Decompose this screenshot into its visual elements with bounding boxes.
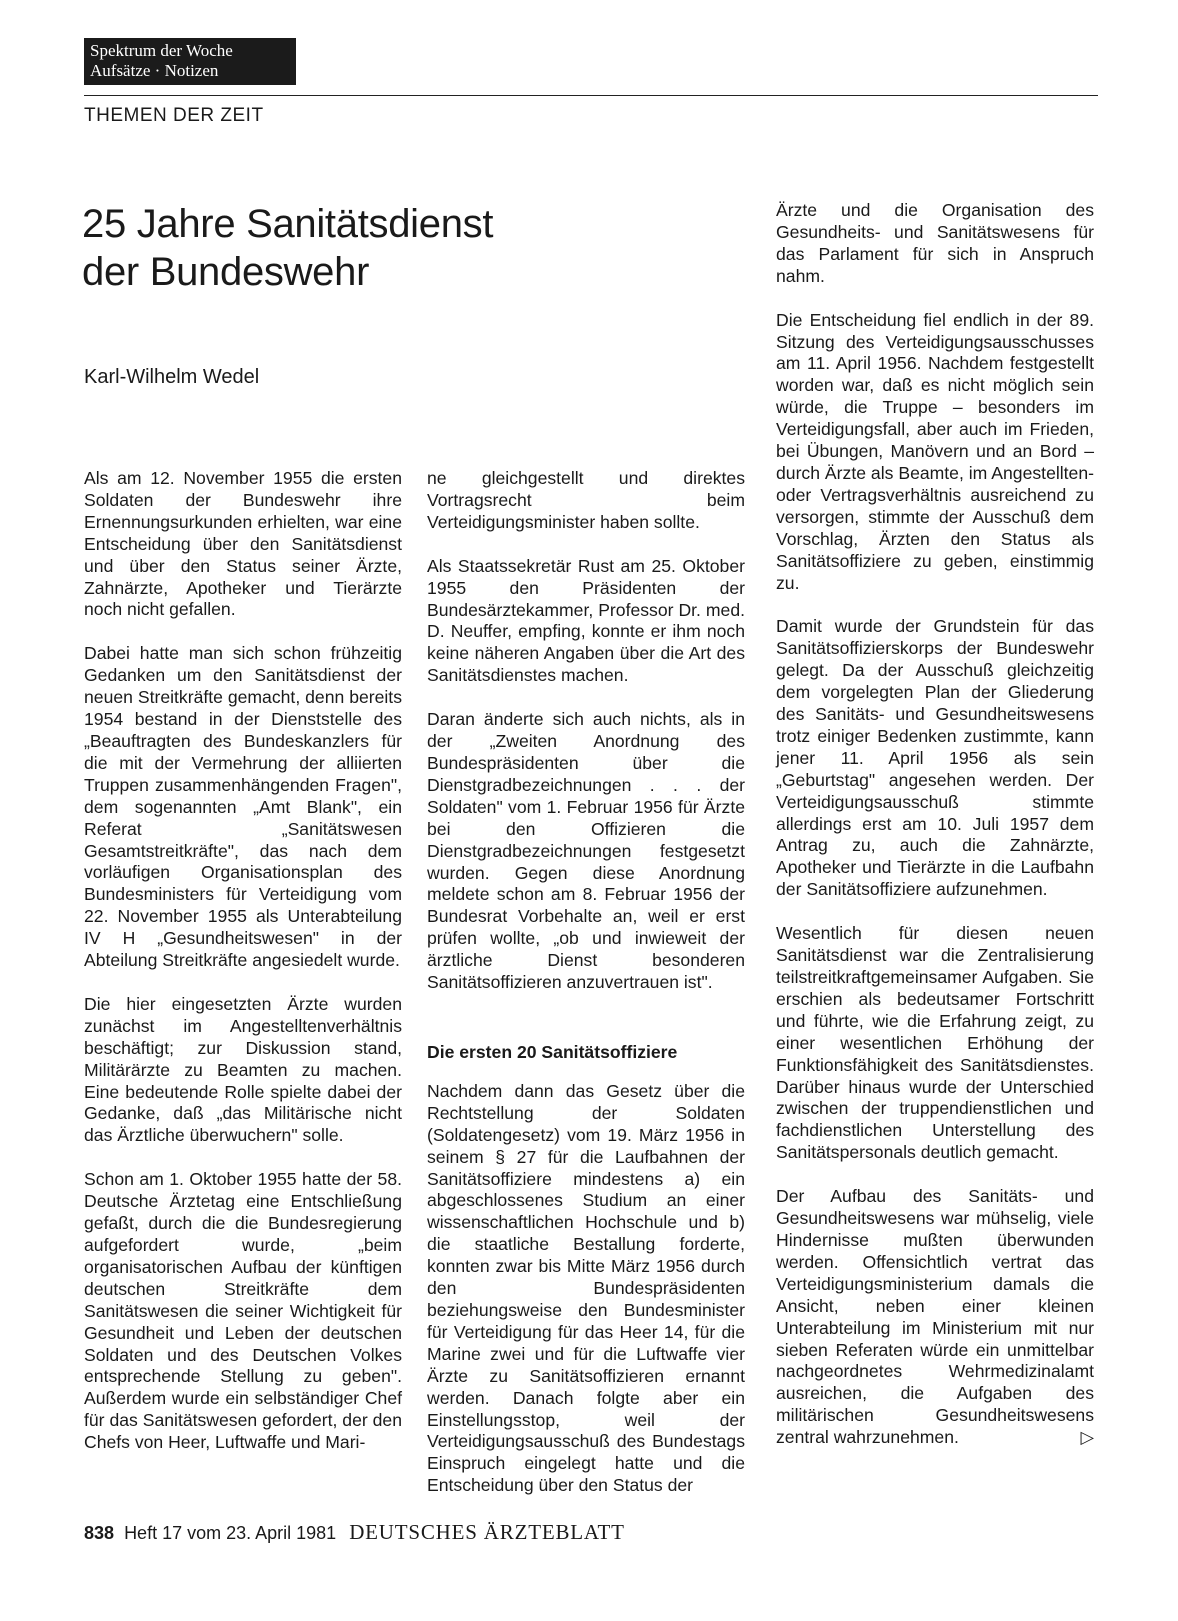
- section-badge: [84, 38, 296, 85]
- column-1: [84, 468, 402, 1476]
- paragraph-last: [776, 1186, 1094, 1449]
- author-name: Karl-Wilhelm Wedel: [84, 366, 260, 388]
- paragraph: Als Staatssekretär Rust am 25. Oktober 1955 den Präsidenten der Bundesärztekammer, Professor Dr. med. D. Neuffer, empfing, konnte er ihm noch keine näheren Angaben über die Art des Sanitätsdienstes machen.: [427, 555, 745, 686]
- paragraph: Ärzte und die Organisation des Gesundheits- und Sanitätswesens für das Parlament für sich in Anspruch nahm.: [776, 200, 1094, 286]
- paragraph: Nachdem dann das Gesetz über die Rechtstellung der Soldaten (Soldatengesetz) vom 19. März 1956 in seinem § 27 für die Laufbahnen der Sanitätsoffiziere mindestens a) ein abgeschlossenes Studium an einer wissenschaftlichen Hochschule und b) die staatliche Bestallung forderte, konnten zwar bis Mitte März 1956 durch den Bundespräsidenten beziehungsweise den Bundesminister für Verteidigung für das Heer 14, für die Marine zwei und für die Luftwaffe vier Ärzte zu Sanitätsoffizieren ernannt werden. Danach folgte aber ein Einstellungsstop, weil der Verteidigungsausschuß des Bundestags Einspruch eingelegt hatte und die Entscheidung über den Status der: [427, 1080, 745, 1496]
- header-rule: [84, 95, 1098, 96]
- badge-line-1: Spektrum der Woche: [90, 41, 233, 60]
- paragraph: Damit wurde der Grundstein für das Sanitätsoffizierskorps der Bundeswehr gelegt. Da der Ausschuß gleichzeitig dem vorgelegten Plan der Gliederung des Sanitäts- und Gesundheitswesens trotz einiger Bedenken zustimmte, kann jener 11. April 1956 als sein „Geburtstag" angesehen werden. Der Verteidigungsausschuß stimmte allerdings erst am 10. Juli 1957 dem Antrag zu, auch die Zahnärzte, Apotheker und Tierärzte in die Laufbahn der Sanitätsoffiziere aufzunehmen.: [776, 616, 1094, 900]
- paragraph: Schon am 1. Oktober 1955 hatte der 58. Deutsche Ärztetag eine Entschließung gefaßt, durch die die Bundesregierung aufgefordert wurde, „beim organisatorischen Aufbau der künftigen deutschen Streitkräfte dem Sanitätswesen die seiner Wichtigkeit für Gesundheit und Leben der deutschen Soldaten und des Deutschen Volkes entsprechende Stellung zu geben". Außerdem wurde ein selbständiger Chef für das Sanitätswesen gefordert, der den Chefs von Heer, Luftwaffe und Mari-: [84, 1169, 402, 1453]
- issue-info: Heft 17 vom 23. April 1981: [124, 1523, 337, 1543]
- journal-name: DEUTSCHES ÄRZTEBLATT: [349, 1520, 625, 1544]
- column-3: [776, 200, 1094, 1471]
- column-2: [427, 468, 745, 1519]
- page-number: 838: [84, 1523, 115, 1543]
- paragraph: Die hier eingesetzten Ärzte wurden zunächst im Angestelltenverhältnis beschäftigt; zur Diskussion stand, Militärärzte zu Beamten zu machen. Eine bedeutende Rolle spielte dabei der Gedanke, daß „das Militärische nicht das Ärztliche überwuchern" solle.: [84, 993, 402, 1146]
- paragraph: Wesentlich für diesen neuen Sanitätsdienst war die Zentralisierung teilstreitkraftgemeinsamer Aufgaben. Sie erschien als bedeutsamer Fortschritt und führte, wie die Erfahrung zeigt, zu einer wesentlichen Erhöhung der Funktionsfähigkeit des Sanitätsdienstes. Darüber hinaus wurde der Unterschied zwischen der truppendienstlichen und fachdienstlichen Unterstellung des Sanitätspersonals deutlich gemacht.: [776, 923, 1094, 1163]
- article-title: [82, 200, 702, 296]
- paragraph-text: Der Aufbau des Sanitäts- und Gesundheitswesens war mühselig, viele Hindernisse mußten überwunden werden. Offensichtlich vertrat das Verteidigungsministerium damals die Ansicht, neben einer kleinen Unterabteilung im Ministerium mit nur sieben Referaten würde ein unmittelbar nachgeordnetes Wehrmedizinalamt ausreichen, die Aufgaben des militärischen Gesundheitswesens zentral wahrzunehmen.: [776, 1186, 1094, 1448]
- paragraph: Als am 12. November 1955 die ersten Soldaten der Bundeswehr ihre Ernennungsurkunden erhielten, war eine Entscheidung über den Sanitätsdienst und über den Status seiner Ärzte, Zahnärzte, Apotheker und Tierärzte noch nicht gefallen.: [84, 468, 402, 620]
- badge-line-2: Aufsätze · Notizen: [90, 61, 219, 80]
- section-label: THEMEN DER ZEIT: [84, 105, 264, 126]
- continue-arrow-icon: ▷: [1080, 1427, 1094, 1448]
- paragraph: Dabei hatte man sich schon frühzeitig Gedanken um den Sanitätsdienst der neuen Streitkräfte gemacht, denn bereits 1954 bestand in der Dienststelle des „Beauftragten des Bundeskanzlers für die mit der Vermehrung der alliierten Truppen zusammenhängenden Fragen", dem sogenannten „Amt Blank", ein Referat „Sanitätswesen Gesamtstreitkräfte", das nach dem vorläufigen Organisationsplan des Bundesministers für Verteidigung vom 22. November 1955 als Unterabteilung IV H „Gesundheitswesen" in der Abteilung Streitkräfte angesiedelt wurde.: [84, 643, 402, 971]
- title-line-1: 25 Jahre Sanitätsdienst: [82, 202, 494, 246]
- paragraph: Daran änderte sich auch nichts, als in der „Zweiten Anordnung des Bundespräsidenten über die Dienstgradbezeichnungen . . . der Soldaten" vom 1. Februar 1956 für Ärzte bei den Offizieren die Dienstgradbezeichnungen festgesetzt wurden. Gegen diese Anordnung meldete schon am 8. Februar 1956 der Bundesrat Vorbehalte an, weil er erst prüfen wollte, „ob und inwieweit der ärztliche Dienst besonderen Sanitätsoffizieren anzuvertrauen ist".: [427, 709, 745, 993]
- page-footer: [84, 1520, 984, 1545]
- subheading: Die ersten 20 Sanitätsoffiziere: [427, 1041, 678, 1062]
- title-line-2: der Bundeswehr: [82, 250, 370, 294]
- paragraph: Die Entscheidung fiel endlich in der 89. Sitzung des Verteidigungsausschusses am 11. April 1956. Nachdem festgestellt worden war, daß es nicht möglich sein würde, die Truppe – besonders im Verteidigungsfall, aber auch im Frieden, bei Übungen, Manövern und an Bord – durch Ärzte als Beamte, im Angestellten- oder Vertragsverhältnis ausreichend zu versorgen, stimmte der Ausschuß dem Vorschlag, Ärzten den Status als Sanitätsoffiziere zu geben, einstimmig zu.: [776, 309, 1094, 593]
- paragraph: ne gleichgestellt und direktes Vortragsrecht beim Verteidigungsminister haben sollte.: [427, 468, 745, 532]
